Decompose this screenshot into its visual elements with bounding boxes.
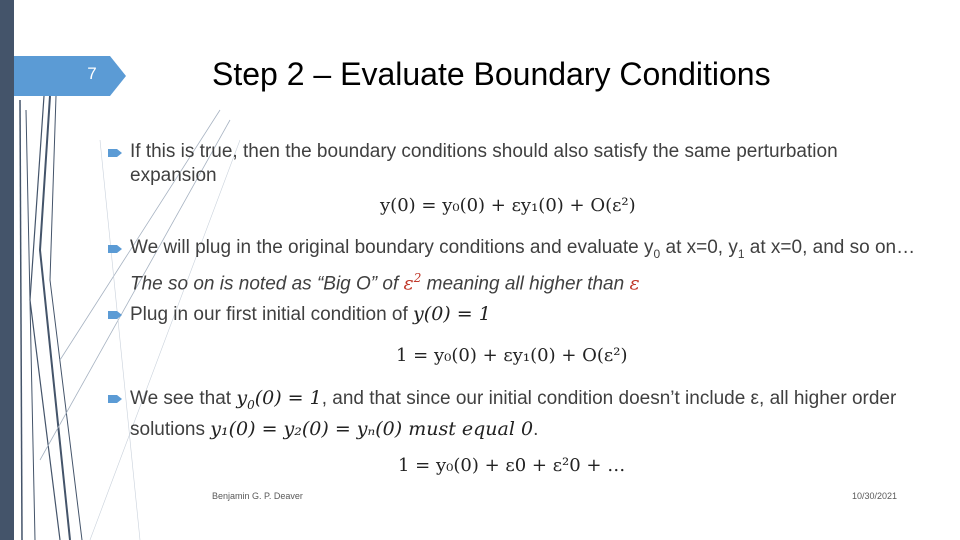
footer-author: Benjamin G. P. Deaver [212,491,303,501]
bullet-arrow-icon [108,244,122,254]
equation-3: 1 = y₀(0) + ε0 + ε²0 + … [398,455,626,476]
slide-title: Step 2 – Evaluate Boundary Conditions [212,56,771,92]
bullet-arrow-icon [108,394,122,404]
slide-number: 7 [87,64,97,83]
footer-date: 10/30/2021 [852,491,898,501]
bullet-arrow-icon [108,310,122,320]
equation-2: 1 = y₀(0) + εy₁(0) + O(ε²) [396,345,628,366]
bullet-2-text-a: We will plug in the original boundary conditions and evaluate y [130,237,654,258]
bullet-3: Plug in our first initial condition of y(0) = 1 [108,302,928,327]
slide-number-badge [14,56,126,96]
bullet-1 [108,140,928,188]
bullet-1-text: If this is true, then the boundary conditions should also satisfy the same perturbation expansion [130,141,838,186]
bullet-4: We see that $y_0(0) = 1$, and that since our initial condition doesn’t include ε, all higher order solutions y₁(0) = y₂(0) = yₙ(0) must equal 0. [108,386,928,442]
big-o-note: The so on is noted as “Big O” of [130,273,404,295]
initial-condition: y(0) = 1 [413,303,491,325]
equation-1: y(0) = y₀(0) + εy₁(0) + O(ε²) [380,195,636,216]
bullet-arrow-icon [108,148,122,158]
bullet-2: We will plug in the original boundary conditions and evaluate $y_0$ at x=0, $y_1$ at x=0, and so on… The so on is noted as “Big O” of $\varepsilon^2$ meaning all higher than ε [108,236,928,296]
